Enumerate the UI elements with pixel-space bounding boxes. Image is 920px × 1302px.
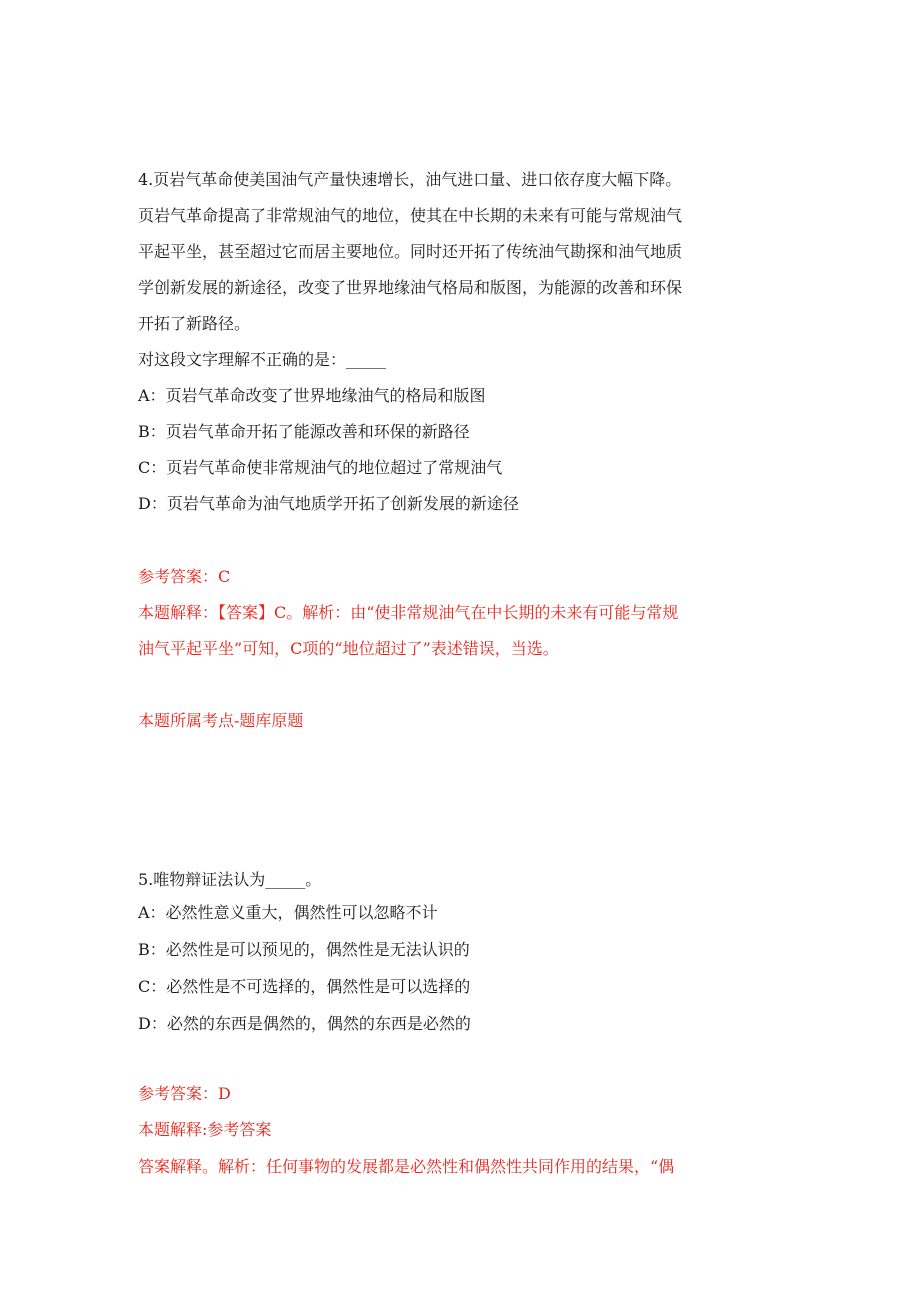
q4-answer: 参考答案：C	[138, 567, 231, 586]
q4-explanation-line-1: 本题解释：【答案】C。解析：由“使非常规油气在中长期的未来有可能与常规	[138, 603, 679, 622]
q5-explanation: 答案解释。解析：任何事物的发展都是必然性和偶然性共同作用的结果，“偶	[138, 1157, 675, 1176]
q4-option-a: A：页岩气革命改变了世界地缘油气的格局和版图	[138, 386, 486, 405]
q5-option-a: A：必然性意义重大，偶然性可以忽略不计	[138, 903, 438, 922]
q4-knowledge-point: 本题所属考点-题库原题	[138, 711, 304, 730]
q5-answer: 参考答案：D	[138, 1084, 231, 1103]
q5-option-c: C：必然性是不可选择的，偶然性是可以选择的	[138, 977, 471, 996]
q5-option-d: D：必然的东西是偶然的，偶然的东西是必然的	[138, 1014, 471, 1033]
q4-stem-line-5: 开拓了新路径。	[138, 314, 251, 333]
q4-option-d: D：页岩气革命为油气地质学开拓了创新发展的新途径	[138, 494, 519, 513]
q4-question: 对这段文字理解不正确的是：_____	[138, 350, 387, 369]
q4-explanation-line-2: 油气平起平坐”可知，C项的“地位超过了”表述错误，当选。	[138, 639, 559, 658]
q5-stem: 5.唯物辩证法认为_____。	[138, 870, 322, 889]
q5-explanation-title: 本题解释:参考答案	[138, 1120, 272, 1139]
q4-stem-line-4: 学创新发展的新途径，改变了世界地缘油气格局和版图，为能源的改善和环保	[138, 278, 683, 297]
q4-stem-line-3: 平起平坐，甚至超过它而居主要地位。同时还开拓了传统油气勘探和油气地质	[138, 242, 683, 261]
q4-option-b: B：页岩气革命开拓了能源改善和环保的新路径	[138, 422, 470, 441]
q4-stem-line-2: 页岩气革命提高了非常规油气的地位，使其在中长期的未来有可能与常规油气	[138, 206, 683, 225]
q5-option-b: B：必然性是可以预见的，偶然性是无法认识的	[138, 940, 470, 959]
q4-option-c: C：页岩气革命使非常规油气的地位超过了常规油气	[138, 458, 503, 477]
q4-stem-line-1: 4.页岩气革命使美国油气产量快速增长，油气进口量、进口依存度大幅下降。	[138, 170, 682, 189]
